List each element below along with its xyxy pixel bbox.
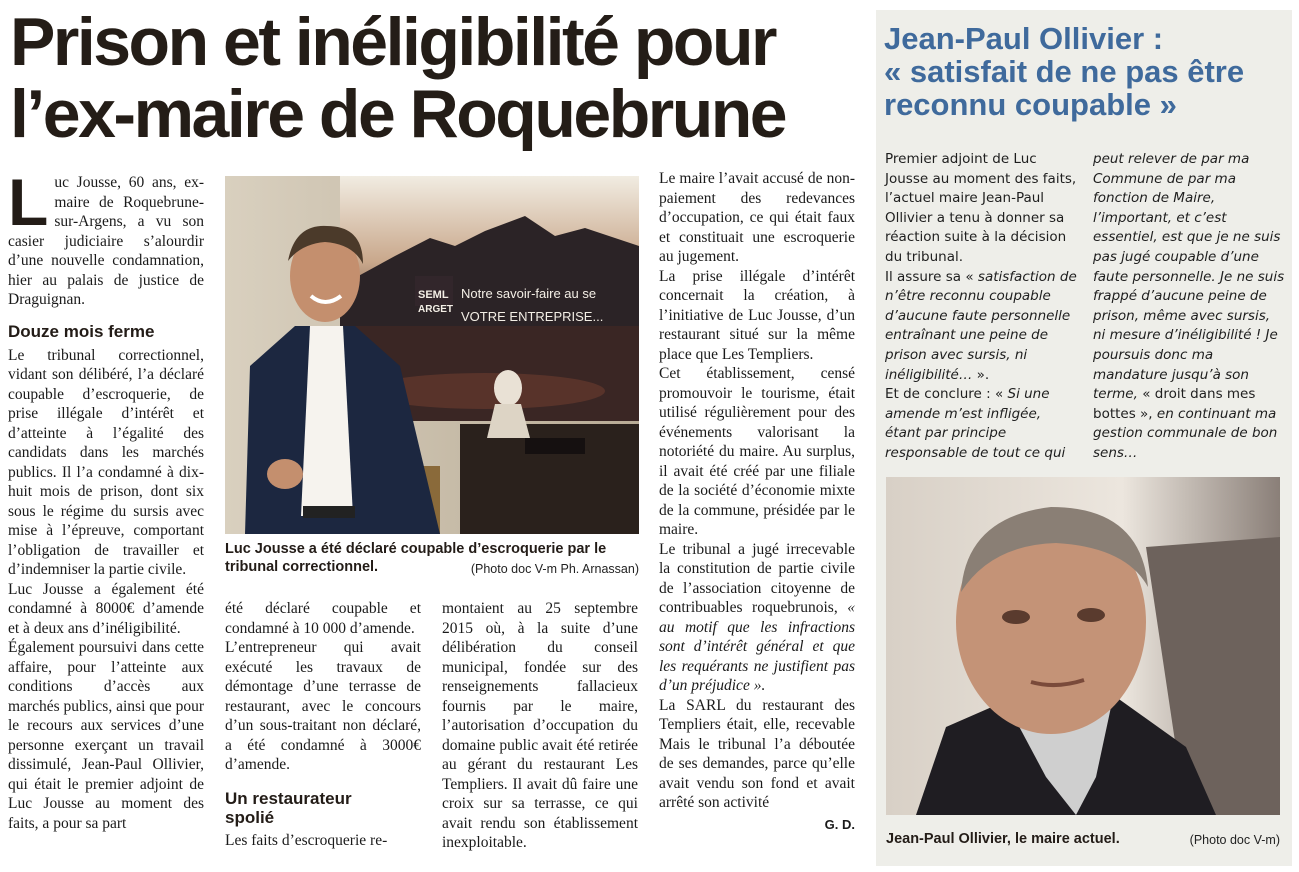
sidebar-title: Jean-Paul Ollivier : « satisfait de ne pas être reconnu coupable » <box>884 21 1245 122</box>
paragraph: Et de conclure : « Si une amende m’est infligée, étant par principe responsable de tout ce qui <box>885 386 1066 461</box>
paragraph: été déclaré coupable et condamné à 10 000 d’amende. <box>225 600 421 637</box>
sign-brand-2: ARGET <box>418 304 453 315</box>
sign-brand: SEML <box>418 289 449 301</box>
luc-jousse-photo <box>225 176 639 534</box>
paragraph: Les faits d’escroquerie re- <box>225 831 388 849</box>
sign-text-2: VOTRE ENTREPRISE... <box>461 309 604 324</box>
paragraph: montaient au 25 septembre 2015 où, à la suite d’une délibération du conseil municipal, fondée sur des renseignements fallacieux fournis par le maire, l’autorisation d’occupation du domaine public avait été retirée au gérant du restaurant Les Templiers. Il avait dû faire une croix sur sa terrasse, ce qui avait rendu son établissement inexploitable. <box>442 600 638 851</box>
headline-line-2: l’ex-maire de Roquebrune <box>10 76 786 152</box>
paragraph: La prise illégale d’intérêt concernait la création, à l’initiative de Luc Jousse, d’un restaurant situé sur la même place que Les Templiers. <box>659 267 855 363</box>
photo-illustration <box>886 477 1280 815</box>
paragraph: Cet établissement, censé promouvoir le tourisme, était utilisé régulièrement pour des événements valorisant la notoriété du maire. Au surplus, il avait été créé par une filiale de la société d’économie mixte de la commune, présidée par le maire. <box>659 365 855 538</box>
intro-paragraph: Luc Jousse, 60 ans, ex-maire de Roquebrune-sur-Argens, a vu son casier judiciaire s’alourdir d’une nouvelle condamnation, hier au palais de justice de Draguignan. <box>8 165 204 308</box>
photo-credit: (Photo doc V-m) <box>1189 833 1280 847</box>
paragraph: Le maire l’avait accusé de non-paiement des redevances d’occupation, ce qui était faux et constituait une escroquerie au jugement. <box>659 170 855 265</box>
quote: « au motif que les infractions sont d’intérêt général et que les requérants ne justifient pas d’un préjudice ». <box>659 599 856 694</box>
paragraph: Luc Jousse a également été condamné à 8000€ d’amende et à deux ans d’inéligibilité. <box>8 580 204 637</box>
article-column-1 <box>8 165 204 833</box>
headline-line-1: Prison et inéligibilité pour <box>10 4 775 80</box>
paragraph: La SARL du restaurant des Templiers était, elle, recevable Mais le tribunal l’a déboutée de ses demandes, parce qu’elle avait vendu son fond et avait arrêté son activité <box>659 696 855 811</box>
sign-text-1: Notre savoir-faire au se <box>461 286 597 301</box>
paragraph: Également poursuivi dans cette affaire, pour l’atteinte aux conditions d’accès aux marchés publics, ainsi que pour le recours aux services d’une personne exerçant un travail dissimulé, Jean-Paul Ollivier, qui était le premier adjoint de Luc Jousse au moment des faits, a pour sa part <box>8 639 204 832</box>
subhead-restaurateur: Un restaurateur spolié <box>225 788 352 827</box>
article-column-2 <box>225 599 421 850</box>
paragraph: L’entrepreneur qui avait exécuté les travaux de démontage d’une terrasse de restaurant, avec le concours d’un sous-traitant non déclaré, a été condamné à 3000€ d’amende. <box>225 639 421 773</box>
photo-credit: (Photo doc V-m Ph. Arnassan) <box>470 562 639 576</box>
sidebar-column-2 <box>1093 150 1285 464</box>
signature: G. D. <box>824 816 855 832</box>
ollivier-photo <box>886 477 1280 815</box>
drop-cap: L <box>8 165 49 239</box>
paragraph: peut relever de par ma Commune de par ma fonction de Maire, l’important, et c’est essentiel, est que je ne suis pas jugé coupable d’une faute personnelle. Je ne suis frappé d’aucune peine de prison, même avec sursis, ni mesure d’inéligibilité ! Je poursuis donc ma mandature jusqu’à son terme, « droit dans mes bottes », en continuant ma gestion communale de bon sens… <box>1093 151 1285 461</box>
paragraph: Le tribunal a jugé irrecevable la constitution de partie civile de l’association citoyenne de contribuables roquebrunois, « au motif que les infractions sont d’intérêt général et que les requérants ne justifient pas d’un préjudice ». <box>659 540 856 694</box>
headline <box>10 6 860 150</box>
paragraph: Il assure sa « satisfaction de n’être reconnu coupable d’aucune faute personnelle entraînant une peine de prison avec sursis, ni inéligibilité… ». <box>885 268 1077 383</box>
article-column-3 <box>442 599 638 853</box>
article-column-4 <box>659 169 855 834</box>
photo-caption-jousse: Luc Jousse a été déclaré coupable d’escroquerie par le tribunal correctionnel. (Photo doc V-m Ph. Arnassan) <box>225 541 639 576</box>
paragraph: Le tribunal correctionnel, vidant son délibéré, l’a déclaré coupable d’escroquerie, de prise illégale d’intérêt et d’atteinte à l’égalité des candidats dans les marchés publics. Il l’a condamné à dix-huit mois de prison, dont six sous le régime du sursis avec mise à l’épreuve, comportant l’obligation de travailler et d’indemniser la partie civile. <box>8 346 204 578</box>
paragraph: Premier adjoint de Luc Jousse au moment des faits, l’actuel maire Jean-Paul Ollivier a tenu à donner sa réaction suite à la décision du tribunal. <box>885 151 1077 265</box>
subhead-douze-mois: Douze mois ferme <box>8 321 155 341</box>
photo-caption-ollivier: Jean-Paul Ollivier, le maire actuel. (Photo doc V-m) <box>886 831 1280 847</box>
sidebar-column-1 <box>885 150 1081 464</box>
photo-illustration <box>225 176 639 534</box>
